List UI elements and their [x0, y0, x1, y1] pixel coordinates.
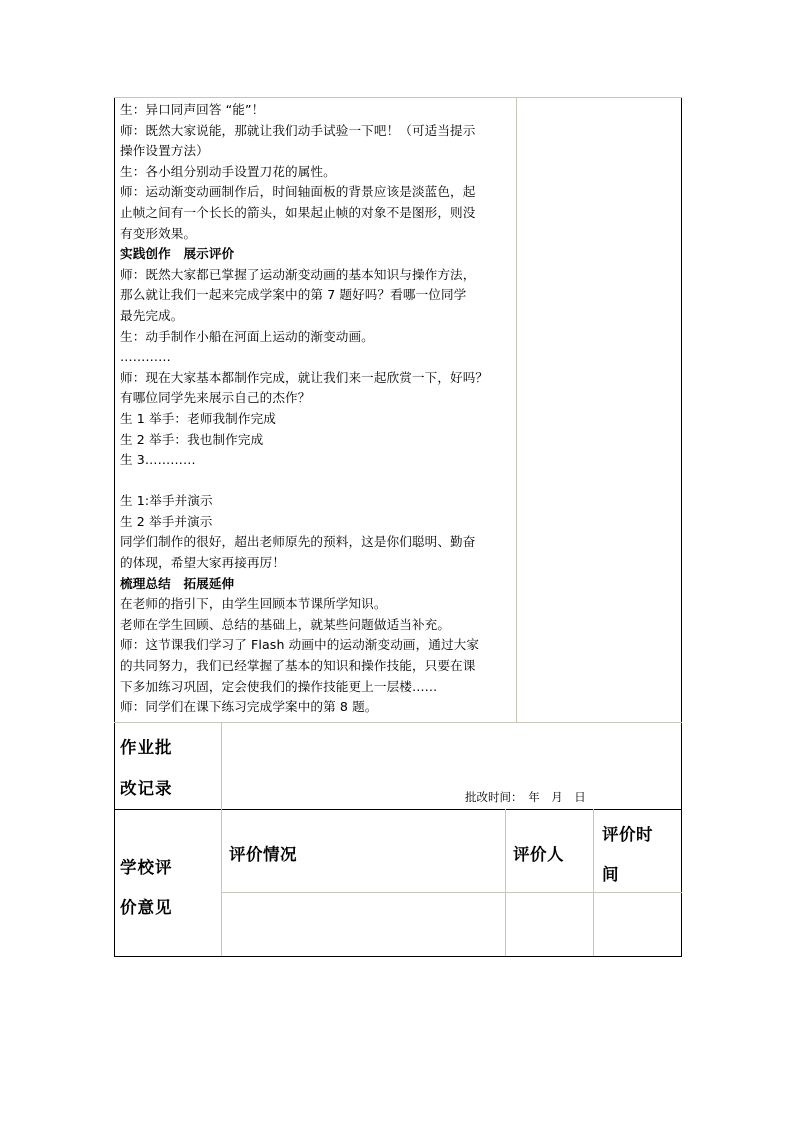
content-line: 同学们制作的很好，超出老师原先的预料，这是你们聪明、勤奋: [120, 534, 476, 550]
content-line: 生：异口同声回答 “能”！: [120, 102, 265, 117]
lesson-plan-table: [114, 97, 682, 957]
content-line: 生：动手制作小船在河面上运动的渐变动画。: [120, 328, 374, 344]
content-line: 生 2 举手并演示: [120, 513, 213, 529]
table-left-border: [114, 97, 115, 957]
evaluation-time-header-line2: 间: [602, 865, 619, 884]
content-line: 师：这节课我们学习了 Flash 动画中的运动渐变动画，通过大家: [120, 637, 480, 653]
content-line: [120, 471, 516, 492]
content-line: 师：运动渐变动画制作后，时间轴面板的背景应该是淡蓝色，起: [120, 184, 476, 200]
evaluation-time-header-line1: 评价时: [602, 825, 653, 844]
evaluator-column-left: [505, 809, 506, 956]
content-line: 师：既然大家都已掌握了运动渐变动画的基本知识与操作方法，: [120, 266, 476, 282]
content-line: 生：各小组分别动手设置刀花的属性。: [120, 163, 336, 179]
homework-record-label-line2: 改记录: [120, 779, 173, 798]
content-line: 止帧之间有一个长长的箭头，如果起止帧的对象不是图形，则没: [120, 204, 476, 220]
label-column-divider: [221, 722, 222, 956]
content-line: 师：现在大家基本都制作完成，就让我们来一起欣赏一下，好吗？: [120, 369, 489, 385]
content-notes-divider: [516, 97, 517, 722]
table-bottom-border: [114, 956, 682, 957]
table-top-border: [114, 97, 682, 98]
content-line: 有变形效果。: [120, 225, 197, 241]
content-line: 的共同努力，我们已经掌握了基本的知识和操作技能，只要在课: [120, 658, 476, 674]
content-line: 最先完成。: [120, 307, 184, 323]
content-line: 操作设置方法）: [120, 143, 209, 159]
evaluation-situation-header: 评价情况: [229, 845, 297, 864]
table-right-border: [681, 97, 682, 957]
content-line: 师：既然大家说能，那就让我们动手试验一下吧！（可适当提示: [120, 122, 476, 138]
homework-review-time: 批改时间： 年 月 日: [465, 790, 586, 804]
homework-record-label-line1: 作业批: [120, 738, 173, 757]
section-heading: 梳理总结 拓展延伸: [120, 575, 235, 591]
content-line: 生 3…………: [120, 452, 196, 468]
content-line: 那么就让我们一起来完成学案中的第 7 题好吗？看哪一位同学: [120, 287, 467, 303]
content-line: 生 2 举手：我也制作完成: [120, 431, 264, 447]
content-line: 的体现，希望大家再接再厉！: [120, 555, 286, 571]
school-evaluation-label-line1: 学校评: [120, 858, 173, 877]
evaluator-header: 评价人: [513, 845, 564, 864]
lesson-content: [120, 100, 516, 718]
time-column-left: [593, 809, 594, 956]
content-line: 生 1:举手并演示: [120, 493, 213, 509]
content-row-bottom-border: [114, 722, 682, 723]
content-line: 师：同学们在课下练习完成学案中的第 8 题。: [120, 699, 378, 715]
content-line: 有哪位同学先来展示自己的杰作？: [120, 390, 311, 406]
content-line: …………: [120, 349, 171, 365]
content-line: 下多加练习巩固，定会使我们的操作技能更上一层楼……: [120, 678, 438, 694]
evaluation-header-bottom: [221, 892, 682, 893]
school-evaluation-label-line2: 价意见: [120, 898, 173, 917]
section-heading: 实践创作 展示评价: [120, 246, 235, 262]
content-line: 老师在学生回顾、总结的基础上，就某些问题做适当补充。: [120, 616, 451, 632]
content-line: 生 1 举手：老师我制作完成: [120, 410, 276, 426]
evaluation-row-top-border: [114, 809, 682, 810]
content-line: 在老师的指引下，由学生回顾本节课所学知识。: [120, 596, 387, 612]
